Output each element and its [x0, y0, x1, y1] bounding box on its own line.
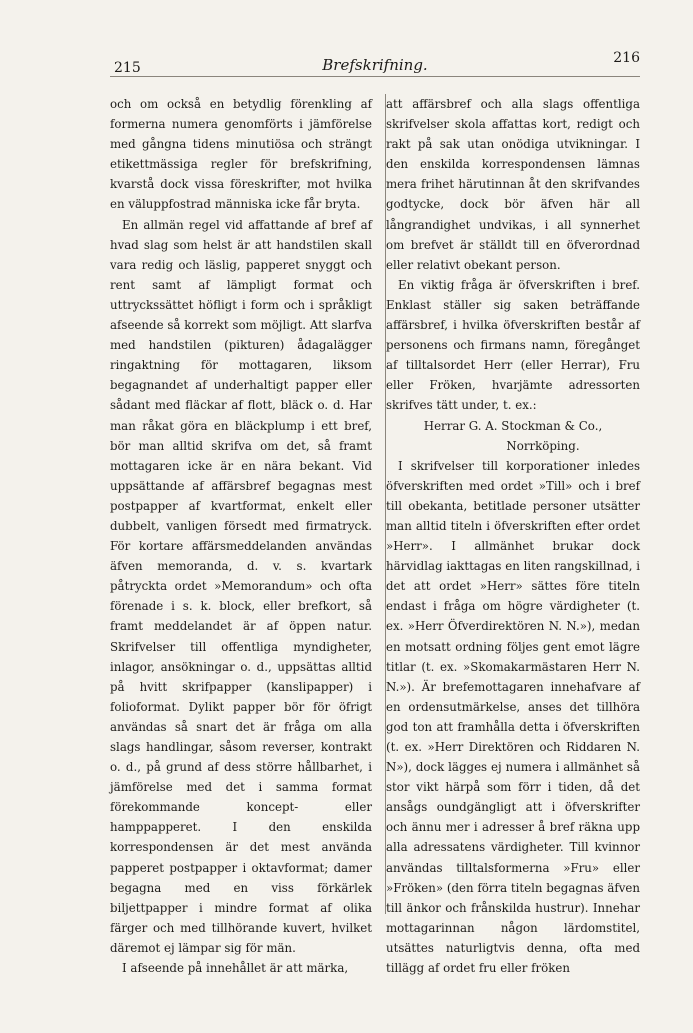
address-example-line: Herrar G. A. Stockman & Co.,	[423, 418, 603, 433]
left-column	[110, 94, 372, 978]
address-example-line: Norrköping.	[506, 438, 580, 453]
left-page-number: 215	[114, 60, 141, 76]
right-page-number: 216	[613, 50, 640, 66]
running-title: Brefskrifning.	[322, 56, 428, 74]
paragraph: En viktig fråga är öfverskriften i bref. Enklast ställer sig saken beträffande affärsbref, i hvilka öfverskriften består af personens och firmans namn, föregånget af tilltalsordet Herr (eller Herrar), Fru eller Fröken, hvarjämte adressorten skrifves tätt under, t. ex.:	[386, 277, 640, 413]
paragraph: En allmän regel vid affattande af bref af hvad slag som helst är att handstilen skall vara redig och läslig, papperet snyggt och rent samt af lämpligt format och uttryckssättet höfligt i form och i språkligt afseende så korrekt som möjligt. Att slarfva med handstilen (pikturen) ådagalägger ringaktning för mottagaren, liksom begagnandet af underhaltigt papper eller sådant med fläckar af flott, bläck o. d. Har man råkat göra en bläckplump i ett bref, bör man alltid skrifva om det, så framt mottagaren icke är en nära bekant. Vid uppsättande af affärsbref begagnas mest postpapper af kvartformat, enkelt eller dubbelt, vanligen försedt med firmatryck. För kortare affärsmeddelanden användas äfven memoranda, d. v. s. kvartark påtryckta ordet »Memorandum» och ofta förenade i s. k. block, eller brefkort, så framt meddelandet är af öppen natur. Skrifvelser till offentliga myndigheter, inlagor, ansökningar o. d., uppsättas alltid på hvitt skrifpapper (kanslipapper) i folioformat. Dylikt papper bör för öfrigt användas så snart det är fråga om alla slags handlingar, såsom reverser, kontrakt o. d., på grund af dess större hållbarhet, i jämförelse med det i samma format förekommande koncept- eller hamppapperet. I den enskilda korrespondensen är det mest använda papperet postpapper i oktavformat; damer begagna med en viss förkärlek biljettpapper i mindre format af olika färger och med tillhörande kuvert, hvilket däremot ej lämpar sig för män.	[110, 217, 372, 955]
paragraph: I skrifvelser till korporationer inledes öfverskriften med ordet »Till» och i bref till obekanta, betitlade personer utsätter man alltid titeln i öfverskriften efter ordet »Herr». I allmänhet brukar dock härvidlag iakttagas en liten rangskillnad, i det att ordet »Herr» sättes före titeln endast i fråga om högre värdigheter (t. ex. »Herr Öfverdirektören N. N.»), medan en motsatt ordning följes gent emot lägre titlar (t. ex. »Skomakarmästaren Herr N. N.»). Är brefemottagaren innehafvare af en ordensutmärkelse, anses det tillhöra god ton att framhålla detta i öfverskriften (t. ex. »Herr Direktören och Riddaren N. N»), dock lägges ej numera i allmänhet så stor vikt härpå som förr i tiden, då det ansågs oundgängligt att i öfverskrifter och ännu mer i adresser å bref räkna upp alla adressatens värdigheter. Till kvinnor användas tilltalsformerna »Fru» eller »Fröken» (den förra titeln begagnas äfven till änkor och frånskilda hustrur). Innehar mottagarinnan någon lärdomstitel, utsättes naturligtvis denna, ofta med tillägg af ordet fru eller fröken	[386, 458, 640, 976]
paragraph: att affärsbref och alla slags offentliga skrifvelser skola affattas kort, redigt och rakt på sak utan onödiga utvikningar. I den enskilda korrespondensen lämnas mera frihet härutinnan åt den skrifvandes godtycke, dock bör äfven här all långrandighet undvikas, i all synnerhet om brefvet är ställdt till en öfverordnad eller relativt obekant person.	[386, 97, 640, 272]
page-header	[110, 50, 640, 77]
paragraph: och om också en betydlig förenkling af formerna numera genomförts i jämförelse med gångna tidens minutiösa och strängt etikettmässiga regler för brefskrifning, kvarstå dock vissa föreskrifter, mot hvilka en väluppfostrad människa icke får bryta.	[110, 97, 372, 212]
right-column	[386, 94, 640, 978]
paragraph: I afseende på innehållet är att märka,	[122, 961, 349, 976]
